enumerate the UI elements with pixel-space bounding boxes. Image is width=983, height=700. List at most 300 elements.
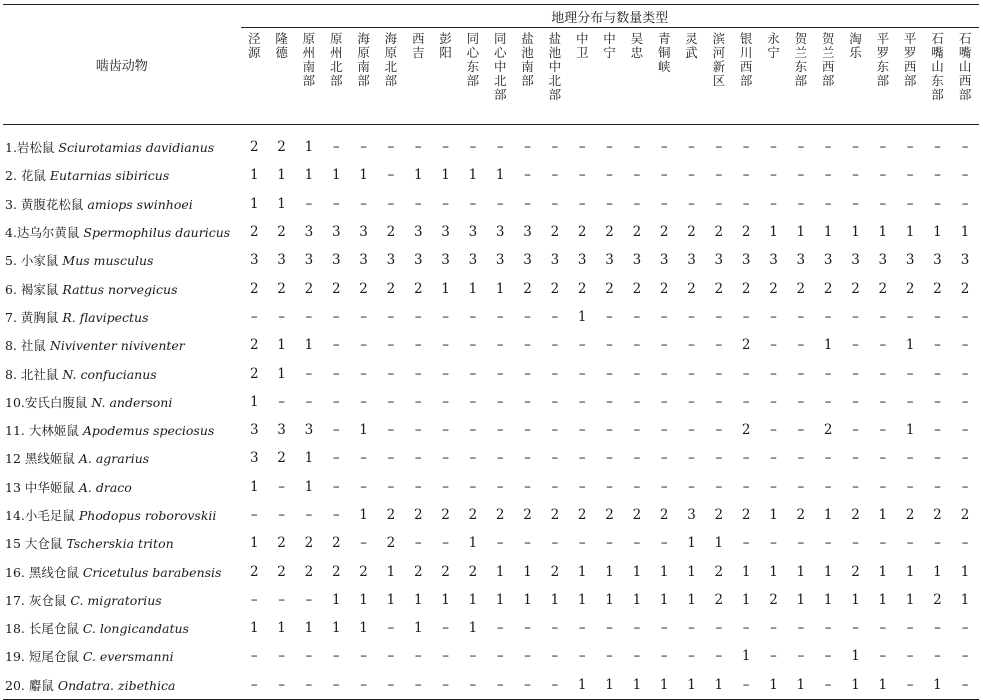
species-name [3,614,241,642]
abundance-cell: – [688,139,695,156]
abundance-cell: – [879,139,887,156]
abundance-cell: – [323,671,350,700]
abundance-cell: – [660,422,668,439]
species-chinese-name: 17. 灰仓鼠 [5,592,67,608]
abundance-cell: – [524,365,531,382]
abundance-cell: 1 [905,422,915,439]
abundance-cell: – [660,139,668,156]
distribution-group-header: 地理分布与数量类型 [241,5,979,28]
abundance-cell: – [250,591,258,608]
abundance-cell: – [551,450,559,467]
species-name [3,642,241,670]
abundance-cell: – [469,393,477,410]
abundance-cell: – [606,393,613,410]
abundance-cell: – [496,422,504,439]
abundance-cell: 1 [577,308,587,325]
abundance-cell: 3 [632,252,642,269]
abundance-cell: – [360,648,367,665]
abundance-cell: 1 [632,591,642,608]
species-latin-name: N. andersoni [91,394,173,410]
abundance-cell: 2 [659,507,669,523]
abundance-cell: 2 [413,280,423,297]
table-row [3,557,979,585]
abundance-cell: – [815,671,842,700]
species-latin-name: Eutarnias sibiricus [49,168,170,184]
abundance-cell: – [524,337,531,354]
abundance-cell: 2 [605,280,614,297]
abundance-cell: 1 [249,620,259,637]
abundance-cell: – [934,365,941,382]
abundance-cell: – [633,535,641,552]
species-chinese-name: 5. 小家鼠 [5,253,59,269]
abundance-cell: – [934,450,941,467]
abundance-cell: 1 [468,620,478,637]
abundance-cell: – [496,620,504,637]
table-row [3,444,979,472]
abundance-cell: 3 [304,224,314,241]
abundance-cell: – [278,393,285,410]
abundance-cell: – [578,167,586,184]
abundance-cell: – [633,308,641,325]
abundance-cell: – [742,393,750,410]
abundance-cell: – [906,648,914,665]
region-header: 海 原 南 部 [350,28,377,125]
abundance-cell: – [442,139,449,156]
abundance-cell: – [387,337,395,354]
abundance-cell: – [770,365,777,382]
abundance-cell: – [934,648,941,665]
abundance-cell: 2 [331,535,341,552]
species-latin-name: R. flavipectus [62,309,149,325]
table-row [3,218,979,246]
abundance-cell: – [770,393,777,410]
abundance-cell: – [824,620,832,637]
abundance-cell: – [961,620,969,637]
abundance-cell: 2 [331,280,341,297]
species-name [3,161,241,189]
abundance-cell: – [660,365,668,382]
species-chinese-name: 1.岩松鼠 [5,140,55,156]
abundance-cell: – [961,167,969,184]
abundance-cell: – [715,478,723,495]
abundance-cell: – [633,620,641,637]
abundance-cell: 1 [823,224,833,241]
species-chinese-name: 16. 黑线仓鼠 [5,564,79,580]
abundance-cell: 1 [623,671,650,700]
abundance-cell: – [305,195,313,212]
abundance-cell: – [797,393,805,410]
abundance-cell: – [688,620,695,637]
abundance-cell: – [824,393,832,410]
abundance-cell: – [551,648,559,665]
abundance-cell: 1 [823,507,833,523]
abundance-cell: 2 [659,280,669,297]
abundance-cell: – [961,535,969,552]
abundance-cell: – [633,450,641,467]
abundance-cell: 3 [687,507,696,523]
abundance-cell: – [770,139,777,156]
species-latin-name: Apodemus speciosus [82,423,215,439]
abundance-cell: 2 [905,280,915,297]
abundance-cell: 1 [249,195,259,212]
abundance-cell: 1 [249,167,259,184]
abundance-cell: – [733,671,760,700]
abundance-cell: 3 [331,252,341,269]
abundance-cell: – [405,671,432,700]
species-latin-name: Ondatra. zibethica [57,677,176,693]
species-latin-name: Cricetulus barabensis [82,564,222,580]
abundance-cell: – [742,139,750,156]
abundance-cell: – [660,393,668,410]
abundance-cell: 2 [632,280,642,297]
abundance-cell: – [715,365,723,382]
abundance-cell: 1 [277,365,286,382]
abundance-cell: – [934,195,941,212]
abundance-cell: – [606,139,613,156]
abundance-cell: – [961,393,969,410]
abundance-cell: 1 [249,478,259,495]
abundance-cell: 1 [605,591,614,608]
abundance-cell: – [688,195,695,212]
abundance-cell: 1 [495,167,505,184]
abundance-cell: – [332,450,340,467]
abundance-cell: 2 [331,563,341,580]
table-row [3,246,979,274]
abundance-cell: – [852,535,859,552]
region-header: 中 宁 [596,28,623,125]
abundance-cell: – [469,450,477,467]
abundance-cell: 1 [413,620,423,637]
abundance-cell: 3 [605,252,614,269]
abundance-cell: – [541,671,568,700]
abundance-cell: – [606,478,613,495]
abundance-cell: 2 [960,280,970,297]
abundance-cell: – [487,671,514,700]
abundance-cell: – [551,393,559,410]
abundance-cell: – [551,535,559,552]
abundance-cell: 1 [851,648,860,665]
abundance-cell: 1 [304,450,314,467]
region-header: 盐 池 中 北 部 [541,28,568,125]
abundance-cell: 3 [878,252,888,269]
abundance-cell: – [278,591,285,608]
abundance-cell: – [715,393,723,410]
abundance-cell: – [879,648,887,665]
abundance-cell: – [770,167,777,184]
abundance-cell: – [606,337,613,354]
abundance-cell: – [742,535,750,552]
abundance-cell: 3 [577,252,587,269]
abundance-cell: 3 [495,224,505,241]
abundance-cell: 2 [304,280,314,297]
abundance-cell: – [496,648,504,665]
abundance-cell: – [852,450,859,467]
region-header: 青 铜 峡 [651,28,678,125]
abundance-cell: 2 [823,422,833,439]
abundance-cell: – [414,308,422,325]
abundance-cell: – [660,195,668,212]
abundance-cell: – [578,450,586,467]
abundance-cell: – [852,139,859,156]
abundance-cell: – [551,365,559,382]
abundance-cell: 2 [687,280,696,297]
abundance-cell: – [551,620,559,637]
abundance-cell: – [715,450,723,467]
abundance-cell: 2 [359,563,368,580]
abundance-cell: 1 [359,591,368,608]
abundance-cell: – [879,422,887,439]
abundance-cell: – [879,167,887,184]
abundance-cell: 3 [304,422,314,439]
abundance-cell: – [852,365,859,382]
species-latin-name: amiops swinhoei [87,196,193,212]
abundance-cell: 1 [878,563,888,580]
abundance-cell: – [688,422,695,439]
abundance-cell: – [715,308,723,325]
abundance-cell: – [934,308,941,325]
abundance-cell: – [934,139,941,156]
region-header: 吴 忠 [623,28,650,125]
abundance-cell: – [578,535,586,552]
abundance-cell: – [496,337,504,354]
abundance-cell: – [496,139,504,156]
abundance-cell: 2 [714,507,724,523]
region-header: 海 原 北 部 [377,28,404,125]
abundance-cell: – [387,648,395,665]
abundance-cell: – [824,648,832,665]
table-row [3,586,979,614]
region-header: 中 卫 [569,28,596,125]
species-name [3,671,241,700]
abundance-cell: – [414,365,422,382]
region-header: 西 吉 [405,28,432,125]
abundance-cell: 1 [304,478,314,495]
abundance-cell: – [797,422,805,439]
species-chinese-name: 10.安氏白腹鼠 [5,394,88,410]
abundance-cell: – [414,450,422,467]
abundance-cell: 2 [550,563,560,580]
abundance-cell: – [524,422,531,439]
table-row [3,190,979,218]
abundance-cell: 1 [523,563,532,580]
abundance-cell: – [770,620,777,637]
abundance-cell: 3 [331,224,341,241]
abundance-cell: 2 [277,535,286,552]
abundance-cell: 2 [249,280,259,297]
abundance-cell: – [688,365,695,382]
abundance-cell: – [551,195,559,212]
abundance-cell: 2 [359,280,368,297]
abundance-cell: 1 [386,563,396,580]
abundance-cell: – [934,393,941,410]
abundance-cell: – [879,195,887,212]
abundance-cell: – [852,620,859,637]
abundance-cell: 1 [769,224,778,241]
abundance-cell: – [906,393,914,410]
abundance-cell: – [606,167,613,184]
abundance-cell: – [951,671,979,700]
abundance-cell: – [742,365,750,382]
abundance-cell: – [442,620,449,637]
abundance-cell: 1 [687,591,696,608]
abundance-cell: – [387,365,395,382]
abundance-cell: 1 [823,563,833,580]
abundance-cell: – [524,139,531,156]
abundance-cell: 1 [249,535,259,552]
abundance-cell: – [879,535,887,552]
abundance-cell: – [524,620,531,637]
abundance-cell: – [414,337,422,354]
species-latin-name: Phodopus roborovskii [78,508,217,523]
abundance-cell: 1 [760,671,787,700]
species-name [3,125,241,162]
abundance-cell: 1 [523,591,532,608]
species-name [3,218,241,246]
abundance-cell: 1 [359,422,368,439]
abundance-cell: – [742,478,750,495]
abundance-cell: 3 [277,252,286,269]
abundance-cell: 2 [687,224,696,241]
abundance-cell: – [469,365,477,382]
abundance-cell: – [469,308,477,325]
abundance-cell: – [961,365,969,382]
abundance-cell: 3 [687,252,696,269]
abundance-cell: – [524,167,531,184]
abundance-cell: – [278,648,285,665]
abundance-cell: – [715,167,723,184]
abundance-cell: – [332,478,340,495]
abundance-cell: 1 [796,591,806,608]
abundance-cell: – [879,450,887,467]
abundance-cell: – [250,308,258,325]
abundance-cell: – [961,195,969,212]
abundance-cell: – [852,337,859,354]
abundance-cell: 1 [495,280,505,297]
species-chinese-name: 18. 长尾仓鼠 [5,621,79,637]
species-name [3,246,241,274]
abundance-cell: 3 [960,252,970,269]
abundance-cell: – [360,308,367,325]
species-name [3,359,241,387]
abundance-cell: – [305,591,313,608]
table-header [3,5,979,125]
abundance-cell: – [578,422,586,439]
abundance-cell: – [578,393,586,410]
abundance-cell: 2 [796,280,806,297]
abundance-cell: – [660,478,668,495]
abundance-cell: 2 [714,224,724,241]
region-header: 平 罗 西 部 [896,28,923,125]
abundance-cell: – [906,139,914,156]
abundance-cell: 3 [304,252,314,269]
abundance-cell: 3 [851,252,860,269]
abundance-cell: 1 [905,563,915,580]
abundance-cell: – [715,648,723,665]
abundance-cell: 3 [823,252,833,269]
abundance-cell: – [387,195,395,212]
abundance-cell: – [852,422,859,439]
abundance-cell: – [906,167,914,184]
abundance-cell: 1 [277,195,286,212]
abundance-cell: 1 [960,563,970,580]
abundance-cell: – [459,671,486,700]
abundance-cell: – [350,671,377,700]
abundance-cell: – [906,478,914,495]
abundance-cell: 2 [796,507,806,523]
abundance-cell: – [660,648,668,665]
abundance-cell: – [879,478,887,495]
abundance-cell: 1 [413,591,423,608]
abundance-cell: 3 [523,224,532,241]
abundance-cell: – [688,478,695,495]
abundance-cell: – [442,337,449,354]
abundance-cell: 2 [249,139,259,156]
abundance-cell: 2 [769,591,778,608]
species-latin-name: Niviventer niviventer [49,338,185,354]
abundance-cell: – [442,365,449,382]
abundance-cell: – [742,195,750,212]
abundance-cell: 1 [331,620,341,637]
abundance-cell: – [442,393,449,410]
abundance-cell: – [332,308,340,325]
abundance-cell: – [524,478,531,495]
abundance-cell: – [934,167,941,184]
abundance-cell: – [442,478,449,495]
abundance-cell: – [824,195,832,212]
region-header: 灵 武 [678,28,705,125]
species-name [3,473,241,501]
header-row-group [3,5,979,28]
region-header: 银 川 西 部 [733,28,760,125]
abundance-cell: – [250,648,258,665]
abundance-cell: 2 [386,535,396,552]
abundance-cell: – [496,308,504,325]
abundance-cell: 2 [905,507,915,523]
abundance-cell: 1 [687,535,696,552]
abundance-cell: 1 [823,337,833,354]
species-name [3,557,241,585]
abundance-cell: 3 [933,252,942,269]
abundance-cell: 1 [787,671,814,700]
abundance-cell: 1 [651,671,678,700]
table-row [3,671,979,700]
abundance-cell: 1 [878,507,888,523]
abundance-cell: 3 [468,224,478,241]
abundance-cell: – [688,308,695,325]
abundance-cell: 2 [577,280,587,297]
species-name [3,190,241,218]
abundance-cell: – [742,308,750,325]
abundance-cell: – [578,139,586,156]
table-row [3,125,979,162]
abundance-cell: 2 [714,591,724,608]
abundance-cell: – [551,422,559,439]
abundance-cell: – [524,450,531,467]
abundance-cell: – [606,422,613,439]
abundance-cell: – [879,337,887,354]
abundance-cell: – [633,422,641,439]
region-header: 石 嘴 山 西 部 [951,28,979,125]
abundance-cell: 3 [769,252,778,269]
abundance-cell: 1 [905,224,915,241]
abundance-cell: – [360,365,367,382]
species-latin-name: C. eversmanni [82,649,174,665]
region-header: 石 嘴 山 东 部 [924,28,951,125]
region-header: 原 州 南 部 [295,28,322,125]
abundance-cell: – [797,139,805,156]
rodent-distribution-table [3,4,979,700]
table-row [3,642,979,670]
